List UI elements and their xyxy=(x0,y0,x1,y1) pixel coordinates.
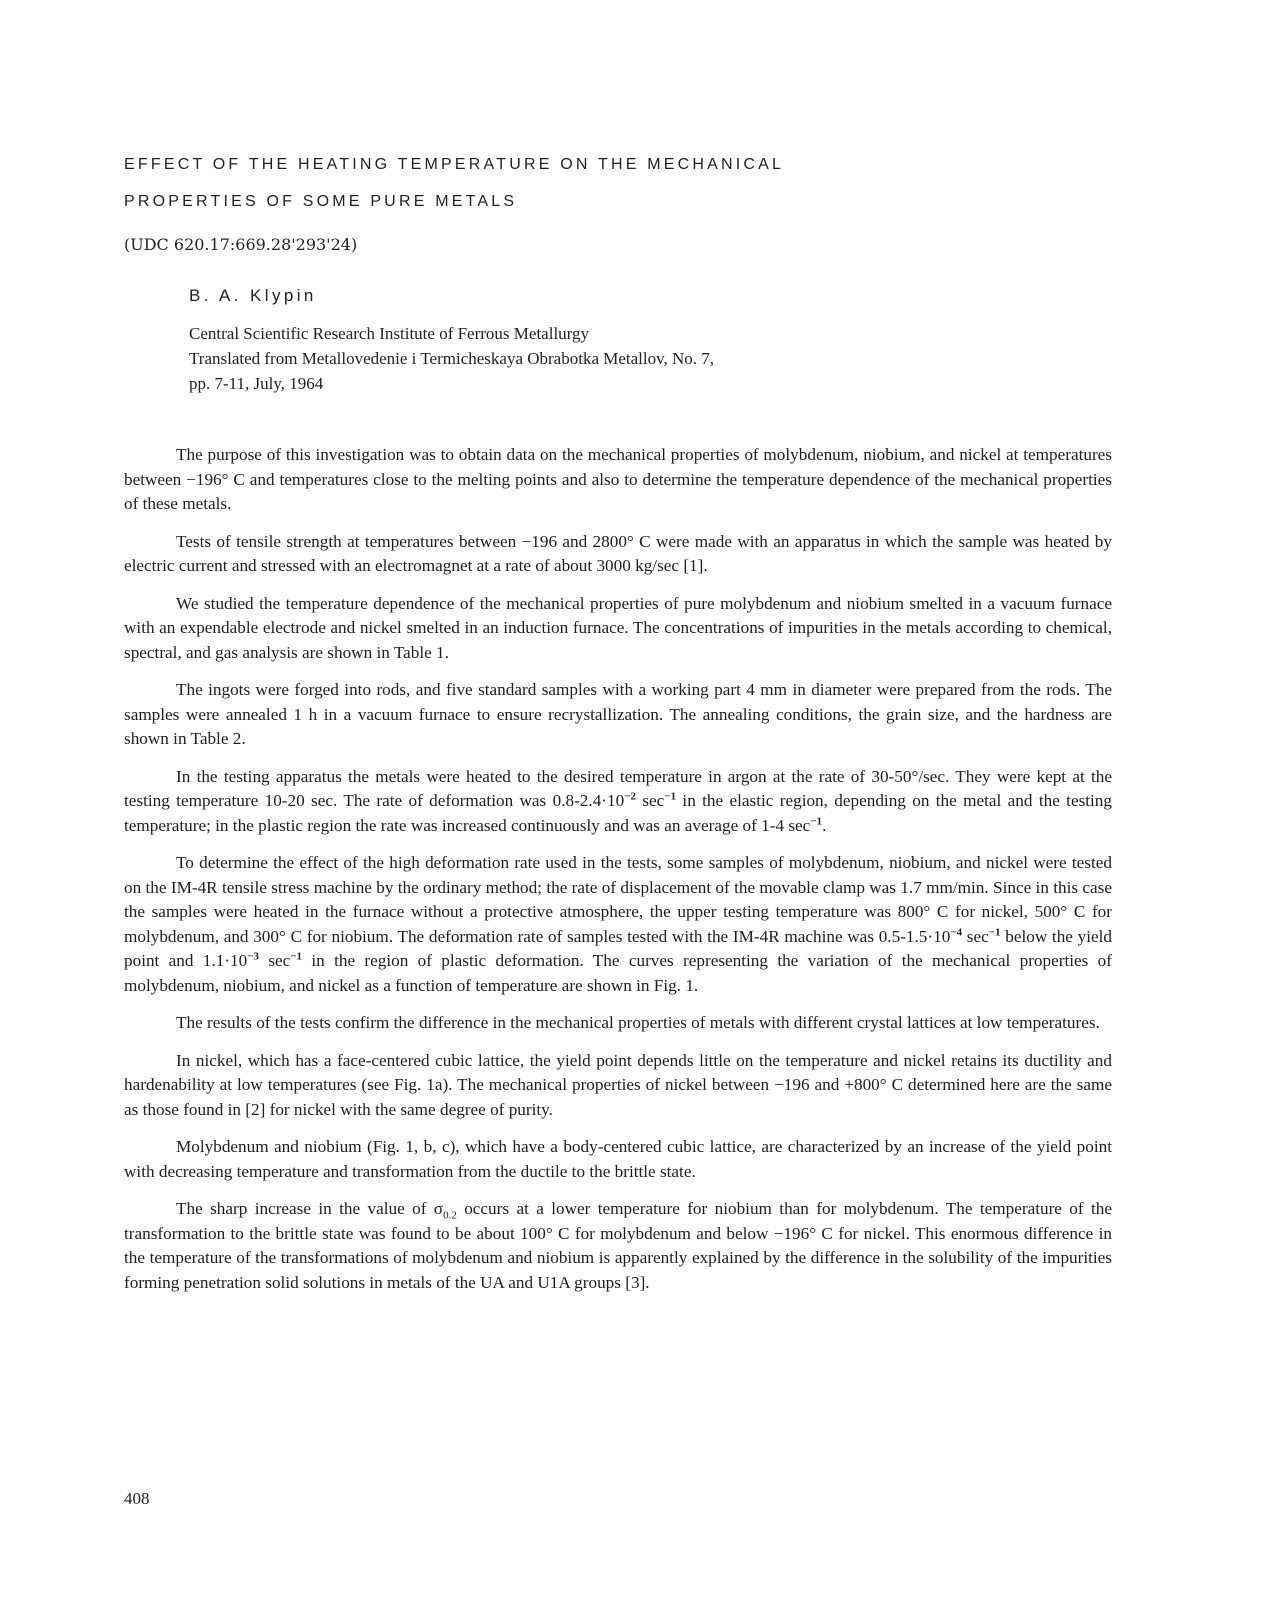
text-run: below the yield point and 1.1·10 xyxy=(124,926,1112,970)
udc-code: (UDC 620.17:669.28'293'24) xyxy=(124,235,358,254)
page-number: 408 xyxy=(124,1489,150,1508)
affiliation-institute: Central Scientific Research Institute of Ferrous Metallurgy xyxy=(189,324,590,343)
text-run: in the region of plastic deformation. The curves representing the variation of the mechanical properties of molybdenum, niobium, and nickel as a function of temperature are shown in Fig. 1. xyxy=(124,951,1112,995)
paragraph-10 xyxy=(124,1197,1112,1295)
exponent: −1 xyxy=(810,814,823,827)
text-run: occurs at a lower temperature for niobium than for molybdenum. The temperature of the transformation to the brittle state was found to be about 100° C for molybdenum and below −196° C for nickel. This enormous difference in the temperature of the transformations of molybdenum and niobium is apparently explained by the difference in the solubility of the impurities forming penetration solid solutions in metals of the UA and U1A groups [3]. xyxy=(124,1199,1112,1292)
affiliation-pages-date: pp. 7-11, July, 1964 xyxy=(189,374,324,393)
article-body xyxy=(124,443,1112,1308)
paragraph-1: The purpose of this investigation was to obtain data on the mechanical properties of molybdenum, niobium, and nickel at temperatures between −196° C and temperatures close to the melting points and also to determine the temperature dependence of the mechanical properties of these metals. xyxy=(124,445,1112,513)
affiliation-block xyxy=(189,321,1089,396)
text-run: In the testing apparatus the metals were heated to the desired temperature in argon at the rate of 30-50°/sec. They were kept at the testing temperature 10-20 sec. The rate of deformation was 0.8-2.4·10 xyxy=(124,766,1112,810)
exponent: −1 xyxy=(664,790,677,803)
exponent: −2 xyxy=(624,790,636,803)
text-run: sec xyxy=(258,951,291,970)
paragraph-4: The ingots were forged into rods, and five standard samples with a working part 4 mm in diameter were prepared from the rods. The samples were annealed 1 h in a vacuum furnace to ensure recrystallization. The annealing conditions, the grain size, and the hardness are shown in Table 2. xyxy=(124,680,1112,748)
text-run: sec xyxy=(636,791,665,810)
exponent: −4 xyxy=(950,925,963,938)
paragraph-6 xyxy=(124,851,1112,998)
subscript: 0.2 xyxy=(443,1209,457,1222)
paragraph-5 xyxy=(124,765,1112,839)
paragraph-7: The results of the tests confirm the difference in the mechanical properties of metals with different crystal lattices at low temperatures. xyxy=(176,1013,1100,1032)
text-run: in the elastic region, depending on the metal and the testing temperature; in the plastic region the rate was increased continuously and was an average of 1-4 sec xyxy=(124,791,1112,835)
text-run: sec xyxy=(962,926,989,946)
text-run: The sharp increase in the value of σ xyxy=(176,1199,444,1218)
exponent: −1 xyxy=(290,950,303,963)
text-run: . xyxy=(822,815,827,835)
affiliation-translation-source: Translated from Metallovedenie i Termicheskaya Obrabotka Metallov, No. 7, xyxy=(189,349,715,368)
article-title xyxy=(124,146,1124,220)
title-line-1: EFFECT OF THE HEATING TEMPERATURE ON THE MECHANICAL xyxy=(124,156,785,173)
paragraph-9: Molybdenum and niobium (Fig. 1, b, c), which have a body-centered cubic lattice, are characterized by an increase of the yield point with decreasing temperature and transformation from the ductile to the brittle state. xyxy=(124,1137,1112,1181)
paragraph-8: In nickel, which has a face-centered cubic lattice, the yield point depends little on the temperature and nickel retains its ductility and hardenability at low temperatures (see Fig. 1a). The mechanical properties of nickel between −196 and +800° C determined here are the same as those found in [2] for nickel with the same degree of purity. xyxy=(124,1050,1112,1119)
paragraph-3: We studied the temperature dependence of the mechanical properties of pure molybdenum and niobium smelted in a vacuum furnace with an expendable electrode and nickel smelted in an induction furnace. The concentrations of impurities in the metals according to chemical, spectral, and gas analysis are shown in Table 1. xyxy=(124,593,1112,662)
title-line-2: PROPERTIES OF SOME PURE METALS xyxy=(124,193,518,210)
text-run: To determine the effect of the high deformation rate used in the tests, some samples of molybdenum, niobium, and nickel were tested on the IM-4R tensile stress machine by the ordinary method; the rate of displacement of the movable clamp was 1.7 mm/min. Since in this case the samples were heated in the furnace without a protective atmosphere, the upper testing temperature was 800° C for nickel, 500° C for molybdenum, and 300° C for niobium. The deformation rate of samples tested with the IM-4R machine was 0.5-1.5·10 xyxy=(124,853,1112,946)
paragraph-2: Tests of tensile strength at temperatures between −196 and 2800° C were made with an apparatus in which the sample was heated by electric current and stressed with an electromagnet at a rate of about 3000 kg/sec [1]. xyxy=(124,531,1112,575)
author-name: B. A. Klypin xyxy=(189,286,317,305)
exponent: −3 xyxy=(247,950,259,963)
exponent: −1 xyxy=(988,925,1001,938)
